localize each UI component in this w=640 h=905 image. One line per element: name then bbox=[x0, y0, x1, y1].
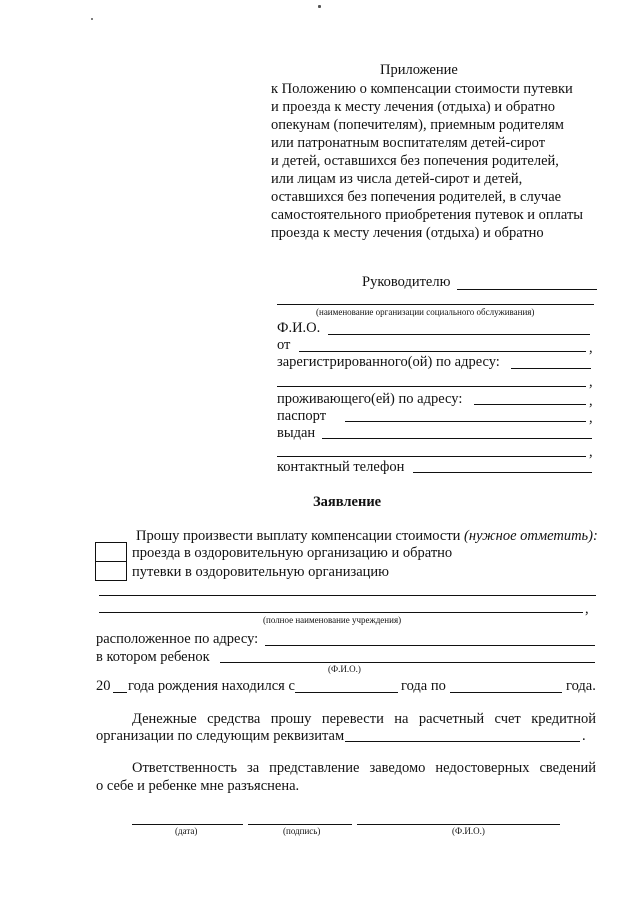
year-prefix: 20 bbox=[96, 678, 111, 694]
issued-field-2[interactable] bbox=[277, 456, 586, 457]
appendix-line-9: проезда к месту лечения (отдыха) и обратно bbox=[271, 225, 544, 241]
institution-field-2[interactable] bbox=[99, 612, 583, 613]
fio-label: Ф.И.О. bbox=[277, 320, 321, 336]
option-1-label: проезда в оздоровительную организацию и обратно bbox=[132, 545, 453, 561]
registered-field-1[interactable] bbox=[511, 368, 591, 369]
passport-comma: , bbox=[589, 410, 593, 426]
request-text bbox=[136, 527, 598, 545]
registered-field-2[interactable] bbox=[277, 386, 586, 387]
issued-field-1[interactable] bbox=[322, 438, 592, 439]
from-comma: , bbox=[589, 340, 593, 356]
scan-speck bbox=[318, 5, 321, 8]
issued-label: выдан bbox=[277, 425, 316, 441]
period-to-field[interactable] bbox=[450, 692, 562, 693]
institution-caption: (полное наименование учреждения) bbox=[263, 615, 402, 625]
located-label: расположенное по адресу: bbox=[96, 631, 259, 647]
to-field[interactable] bbox=[457, 289, 597, 290]
phone-field[interactable] bbox=[413, 472, 592, 473]
date-caption: (дата) bbox=[175, 826, 198, 836]
resp-line-1: Ответственность за представление заведомо недостоверных сведений bbox=[132, 760, 596, 776]
child-label: в котором ребенок bbox=[96, 649, 210, 665]
appendix-line-1: к Положению о компенсации стоимости путевки bbox=[271, 81, 573, 97]
scan-speck bbox=[91, 18, 93, 20]
fio-caption: (Ф.И.О.) bbox=[452, 826, 485, 836]
living-label: проживающего(ей) по адресу: bbox=[277, 391, 463, 407]
appendix-line-6: или лицам из числа детей-сирот и детей, bbox=[271, 171, 523, 187]
appendix-line-8: самостоятельного приобретения путевок и оплаты bbox=[271, 207, 584, 223]
living-field[interactable] bbox=[474, 404, 586, 405]
org-caption: (наименование организации социального обслуживания) bbox=[316, 307, 535, 317]
appendix-line-4: или патронатным воспитателям детей-сирот bbox=[271, 135, 546, 151]
request-text-main: Прошу произвести выплату компенсации стоимости bbox=[136, 528, 461, 544]
located-field[interactable] bbox=[265, 645, 595, 646]
passport-label: паспорт bbox=[277, 408, 327, 424]
appendix-line-3: опекунам (попечителям), приемным родителям bbox=[271, 117, 564, 133]
appendix-line-5: и детей, оставшихся без попечения родителей, bbox=[271, 153, 559, 169]
signature-field[interactable] bbox=[248, 824, 352, 825]
registered-comma: , bbox=[589, 374, 593, 390]
passport-field[interactable] bbox=[345, 421, 586, 422]
appendix-title: Приложение bbox=[380, 62, 458, 78]
living-comma: , bbox=[589, 393, 593, 409]
child-fio-field[interactable] bbox=[220, 662, 595, 663]
institution-field-1[interactable] bbox=[99, 595, 596, 596]
appendix-line-2: и проезда к месту лечения (отдыха) и обратно bbox=[271, 99, 556, 115]
bank-details-field[interactable] bbox=[345, 741, 580, 742]
money-line-1: Денежные средства прошу перевести на расчетный счет кредитной bbox=[132, 711, 596, 727]
period-to-label: года по bbox=[401, 678, 446, 694]
option-2-label: путевки в оздоровительную организацию bbox=[132, 564, 389, 580]
year-suffix: года. bbox=[566, 678, 596, 694]
birth-year-field[interactable] bbox=[113, 692, 127, 693]
money-line-2: организации по следующим реквизитам bbox=[96, 728, 345, 744]
institution-comma: , bbox=[585, 601, 589, 617]
appendix-line-7: оставшихся без попечения родителей, в случае bbox=[271, 189, 562, 205]
org-field[interactable] bbox=[277, 304, 594, 305]
signature-fio-field[interactable] bbox=[357, 824, 560, 825]
registered-label: зарегистрированного(ой) по адресу: bbox=[277, 354, 500, 370]
option-1-checkbox[interactable] bbox=[95, 542, 127, 562]
child-fio-caption: (Ф.И.О.) bbox=[328, 664, 361, 674]
birth-text: года рождения находился с bbox=[128, 678, 295, 694]
money-end: . bbox=[582, 728, 586, 744]
request-note: (нужное отметить): bbox=[464, 528, 598, 544]
period-from-field[interactable] bbox=[295, 692, 398, 693]
to-label: Руководителю bbox=[362, 274, 451, 290]
phone-label: контактный телефон bbox=[277, 459, 405, 475]
option-2-checkbox[interactable] bbox=[95, 561, 127, 581]
from-label: от bbox=[277, 337, 291, 353]
fio-field[interactable] bbox=[328, 334, 590, 335]
date-field[interactable] bbox=[132, 824, 243, 825]
statement-title: Заявление bbox=[313, 494, 382, 510]
sign-caption: (подпись) bbox=[283, 826, 321, 836]
from-field[interactable] bbox=[299, 351, 586, 352]
resp-line-2: о себе и ребенке мне разъяснена. bbox=[96, 778, 300, 794]
issued-comma: , bbox=[589, 444, 593, 460]
